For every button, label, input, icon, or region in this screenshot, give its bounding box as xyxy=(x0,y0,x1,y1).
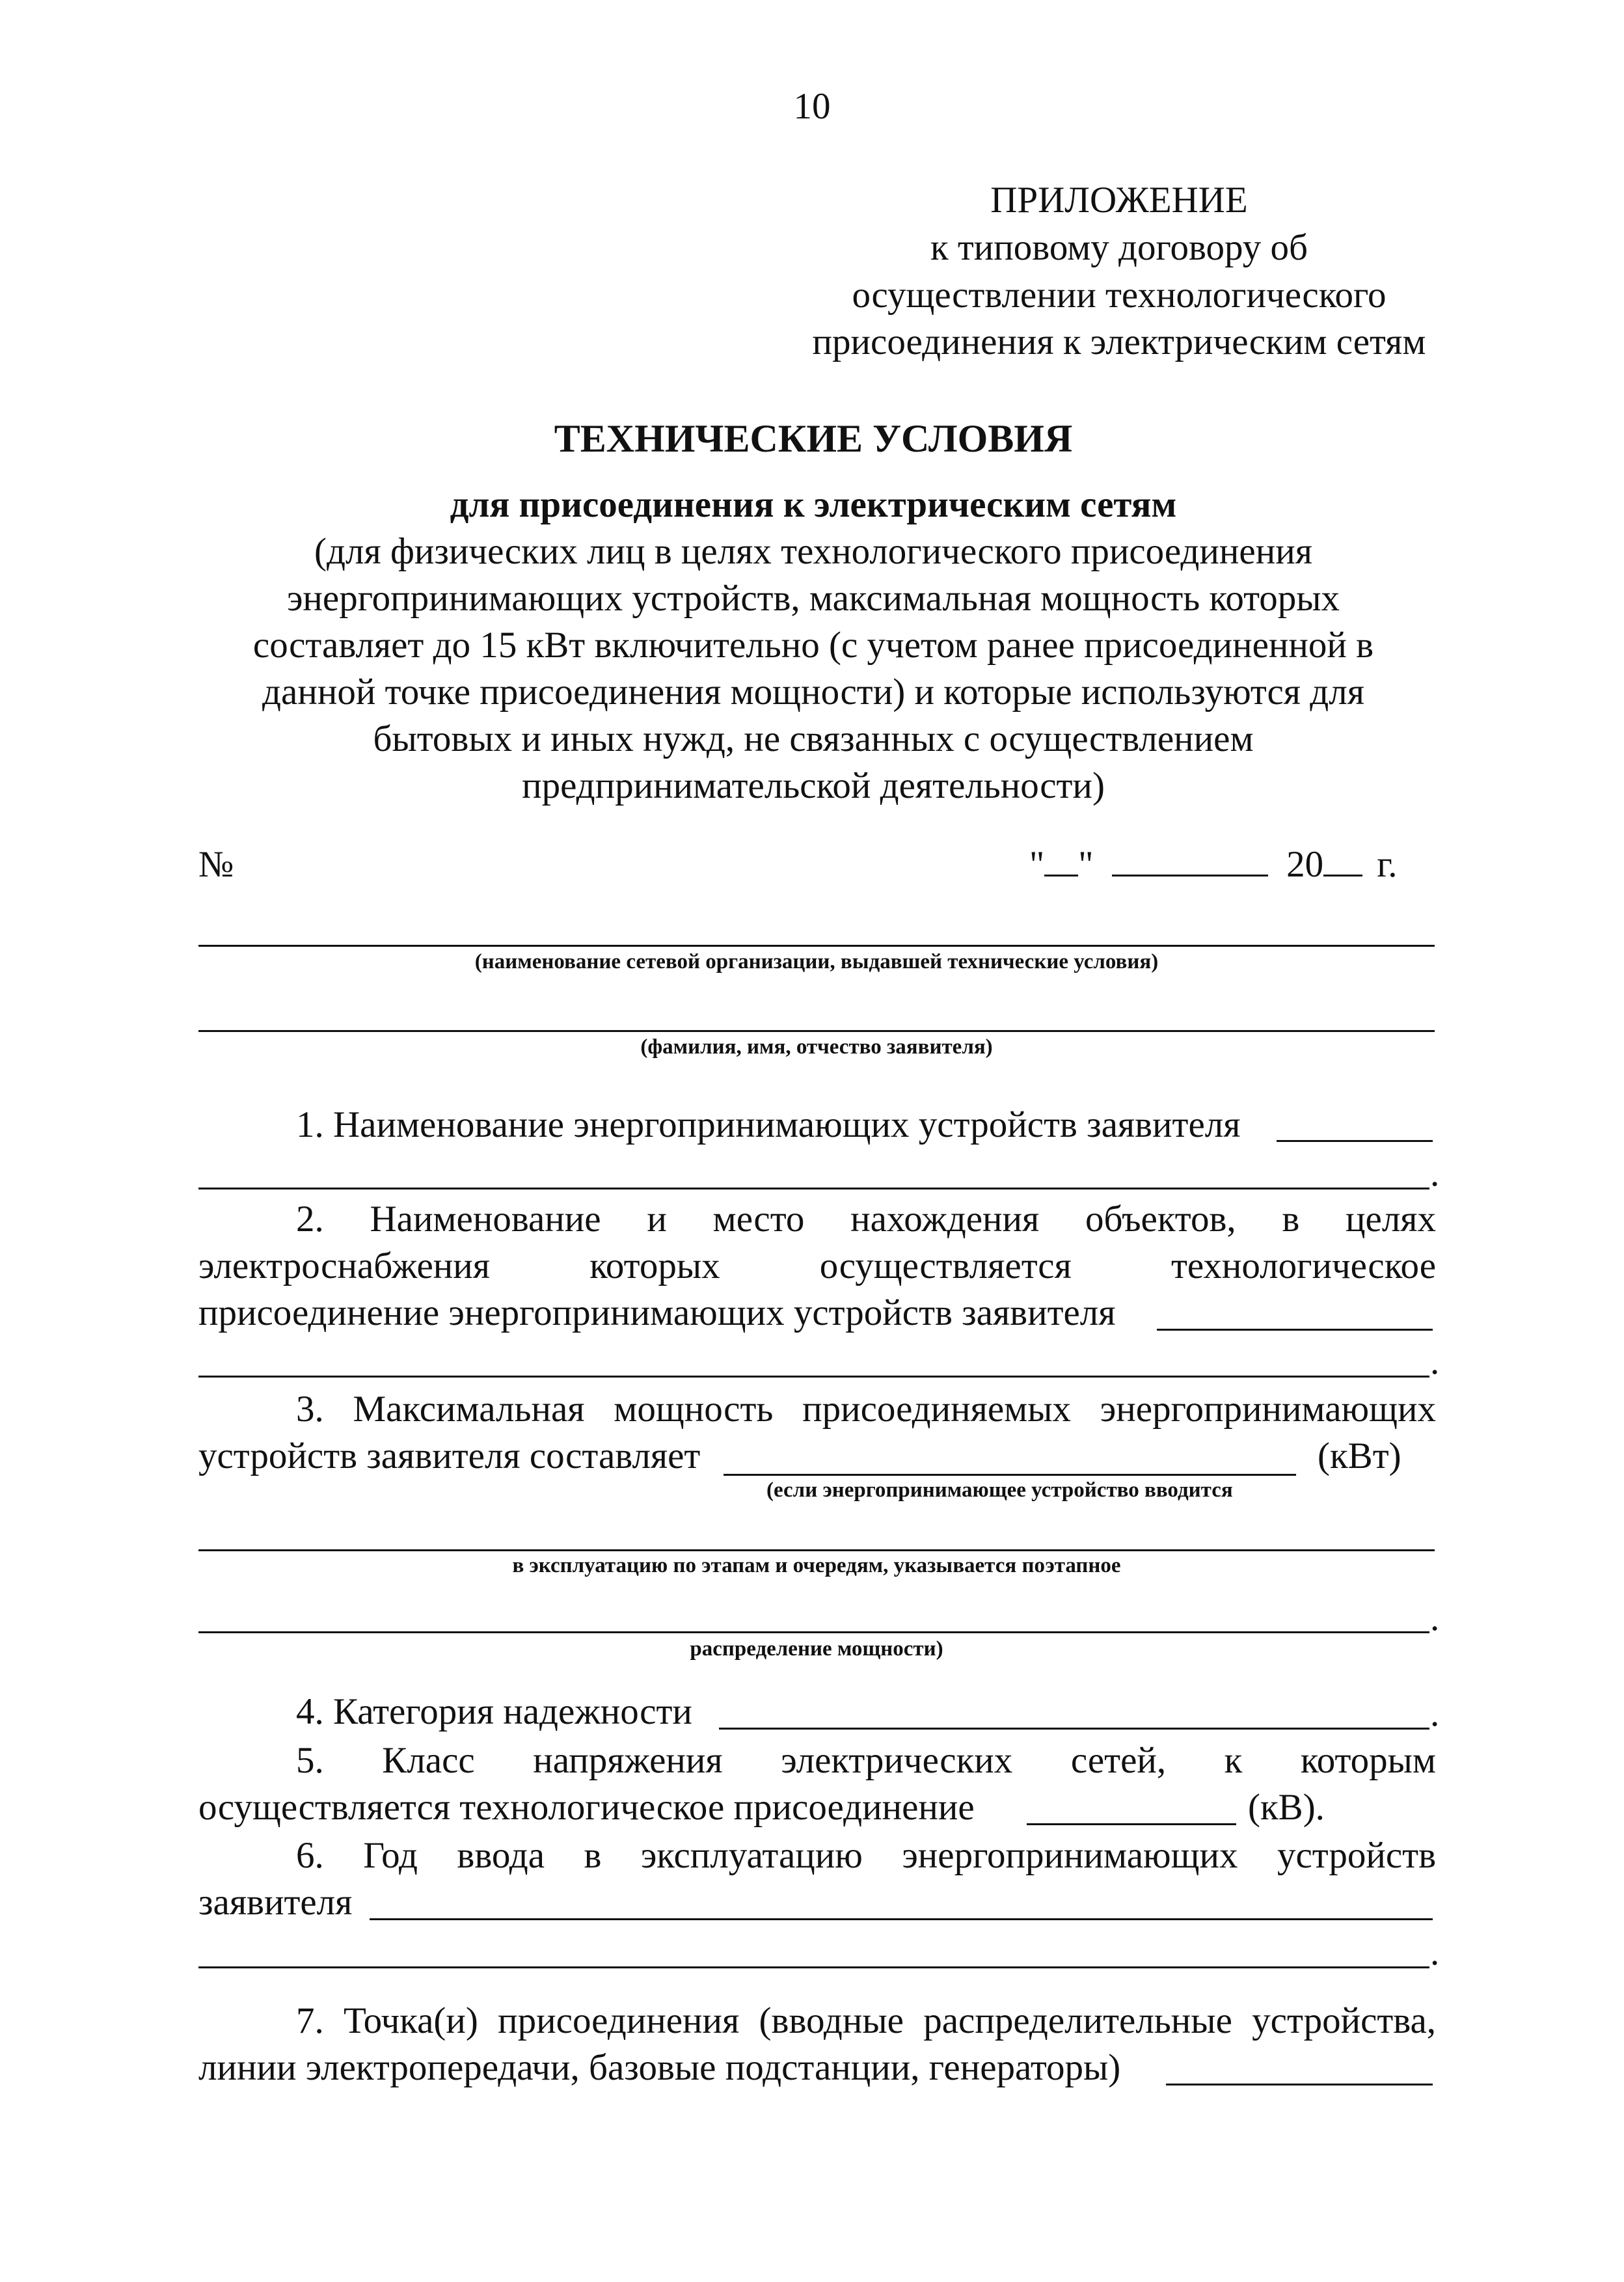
item-3-power-field[interactable] xyxy=(724,1474,1296,1476)
number-sign: № xyxy=(198,844,234,885)
item-3-distribution-field[interactable] xyxy=(198,1631,1429,1633)
quote-open: " xyxy=(1029,844,1045,885)
item-5-unit: (кВ). xyxy=(1248,1787,1325,1828)
appendix-line: осуществлении технологического xyxy=(852,275,1387,316)
network-org-caption: (наименование сетевой организации, выдавшей технические условия) xyxy=(474,950,1159,973)
appendix-line: к типовому договору об xyxy=(930,227,1308,268)
appendix-line: присоединения к электрическим сетям xyxy=(812,321,1426,362)
item-2-field-cont[interactable] xyxy=(198,1376,1429,1378)
item-2-line-1: 2. Наименование и место нахождения объектов, в целях xyxy=(296,1199,1436,1240)
item-2-line-2: электроснабжения которых осуществляется технологическое xyxy=(198,1245,1436,1286)
network-org-field[interactable] xyxy=(198,945,1435,947)
item-6-line-2: заявителя xyxy=(198,1882,353,1923)
item-6-field-cont[interactable] xyxy=(198,1966,1429,1968)
item-6-field[interactable] xyxy=(370,1918,1433,1920)
item-3-note-2: в эксплуатацию по этапам и очередям, указывается поэтапное xyxy=(512,1554,1121,1577)
applicant-name-caption: (фамилия, имя, отчество заявителя) xyxy=(640,1035,993,1059)
appendix-title: ПРИЛОЖЕНИЕ xyxy=(990,180,1248,221)
day-field[interactable] xyxy=(1044,843,1078,876)
document-title: ТЕХНИЧЕСКИЕ УСЛОВИЯ xyxy=(554,417,1073,460)
document-subtitle: для присоединения к электрическим сетям xyxy=(450,484,1177,525)
item-3-note-1: (если энергопринимающее устройство вводится xyxy=(766,1478,1233,1502)
item-3-note-3: распределение мощности) xyxy=(690,1637,943,1661)
item-3-unit: (кВт) xyxy=(1318,1435,1401,1476)
description-line: бытовых и иных нужд, не связанных с осуществлением xyxy=(373,718,1254,759)
item-2-period: . xyxy=(1430,1341,1440,1382)
page-number: 10 xyxy=(793,86,831,127)
description-line: составляет до 15 кВт включительно (с учетом ранее присоединенной в xyxy=(252,625,1374,666)
applicant-name-field[interactable] xyxy=(198,1030,1435,1032)
description-line: энергопринимающих устройств, максимальная мощность которых xyxy=(286,578,1340,619)
description-line: (для физических лиц в целях технологического присоединения xyxy=(314,531,1312,572)
year-prefix: 20 xyxy=(1286,844,1324,885)
item-7-line-2: линии электропередачи, базовые подстанции, генераторы) xyxy=(198,2047,1121,2088)
description-line: данной точке присоединения мощности) и которые используются для xyxy=(262,672,1364,713)
item-5-line-2: осуществляется технологическое присоединение xyxy=(198,1787,975,1828)
item-3-line-1: 3. Максимальная мощность присоединяемых энергопринимающих xyxy=(296,1389,1436,1430)
item-4-label: 4. Категория надежности xyxy=(296,1691,692,1732)
year-field[interactable] xyxy=(1323,843,1362,876)
item-5-voltage-field[interactable] xyxy=(1027,1823,1236,1825)
quote-close: " xyxy=(1078,844,1094,885)
month-field[interactable] xyxy=(1112,843,1268,876)
item-1-field[interactable] xyxy=(1277,1140,1433,1142)
item-3-line-2: устройств заявителя составляет xyxy=(198,1435,701,1476)
item-3-stages-field[interactable] xyxy=(198,1549,1435,1551)
item-7-field[interactable] xyxy=(1166,2084,1433,2085)
item-6-line-1: 6. Год ввода в эксплуатацию энергопринимающих устройств xyxy=(296,1835,1436,1876)
item-1-period: . xyxy=(1430,1153,1440,1194)
date-line xyxy=(1029,841,1398,888)
item-3-period: . xyxy=(1430,1597,1440,1638)
item-7-line-1: 7. Точка(и) присоединения (вводные распределительные устройства, xyxy=(296,2000,1436,2041)
year-suffix: г. xyxy=(1377,844,1398,885)
item-2-line-3: присоединение энергопринимающих устройств заявителя xyxy=(198,1292,1116,1333)
item-6-period: . xyxy=(1430,1932,1440,1973)
item-4-field[interactable] xyxy=(719,1728,1429,1730)
item-4-period: . xyxy=(1430,1693,1440,1734)
item-1-field-cont[interactable] xyxy=(198,1188,1429,1189)
item-1-label: 1. Наименование энергопринимающих устройств заявителя xyxy=(296,1104,1241,1145)
item-5-line-1: 5. Класс напряжения электрических сетей, к которым xyxy=(296,1740,1436,1781)
item-2-field[interactable] xyxy=(1157,1329,1433,1331)
description-line: предпринимательской деятельности) xyxy=(522,765,1105,806)
